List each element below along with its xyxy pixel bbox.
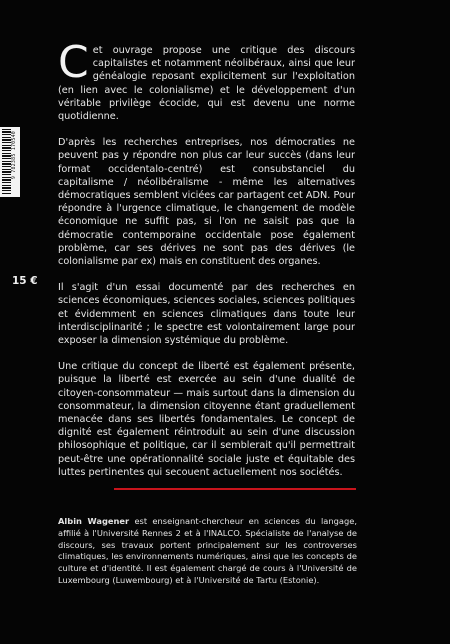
paragraph-text: et ouvrage propose une critique des discours capitalistes et notamment néolibéraux, ainsi que leur généalogie reposant explicitement sur l'exploitation (en lien avec le colonialisme) et le développement d'un véritable privilège écocide, qui est devenu une norme quotidienne. [58,45,355,123]
back-cover-text [58,37,355,492]
paragraph-intro [58,37,355,123]
paragraph-essay: Il s'agit d'un essai documenté par des recherches en sciences économiques, sciences sociales, sciences politiques et évidemment en sciences climatiques dans toute leur interdisciplinarité ; le spectre est volontairement large pour exposer la dimension systémique du problème. [58,282,355,347]
paragraph-liberty: Une critique du concept de liberté est également présente, puisque la liberté est exercée au sein d'une dualité de citoyen-consommateur — mais surtout dans la dimension du consommateur, la dimension citoyenne étant graduellement menacée dans ses libertés fondamentales. Le concept de dignité est également réintroduit au sein d'une discussion philosophique et politique, car il semblerait qu'il permettrait peut-être une opérationnalité sociale juste et équitable des luttes pertinentes qui secouent actuellement nos sociétés. [58,361,355,478]
drop-cap: C [58,37,89,88]
author-name: Albin Wagener [58,516,130,526]
isbn-barcode [0,127,20,197]
red-divider-line [114,488,356,490]
barcode-digits: 9 782385 170540 [11,131,17,180]
author-bio [58,516,357,587]
paragraph-democracy: D'après les recherches entreprises, nos démocraties ne peuvent pas y répondre non plus car leur succès (dans leur format occidentalo-centré) est consubstanciel du capitalisme / néolibéralisme - même les alternatives démocratiques semblent viciées car partagent cet ADN. Pour répondre à l'urgence climatique, le changement de modèle économique ne suffit pas, si l'on ne saisit pas que la démocratie contemporaine occidentale pose également problème, car ses dérives ne sont pas des dérives (le colonialisme par ex) mais en constituent des organes. [58,137,355,268]
author-bio-text: est enseignant-chercheur en sciences du langage, affilié à l'Université Rennes 2 et à l'INALCO. Spécialiste de l'analyse de discours, ses travaux portent principalement sur les controverses climatiques, les environnements numériques, ainsi que les concepts de culture et d'identité. Il est également chargé de cours à l'Université de Luxembourg (Luwembourg) et à l'Université de Tartu (Estonie). [58,516,357,585]
barcode-bars [2,129,11,195]
price-label: 15 € [12,275,38,287]
